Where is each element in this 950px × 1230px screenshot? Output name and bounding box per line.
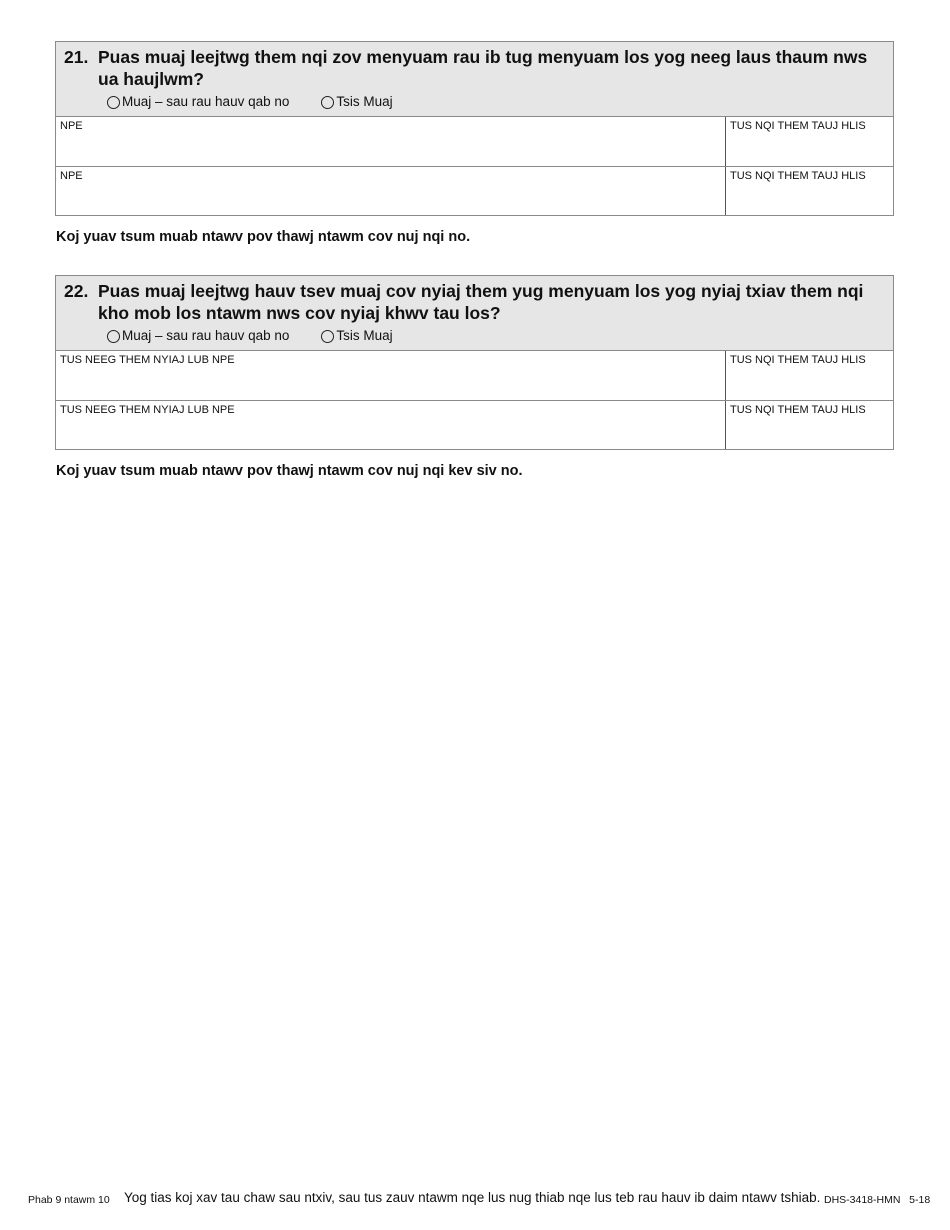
option-no[interactable] — [321, 327, 392, 345]
radio-icon[interactable] — [107, 330, 120, 343]
proof-note: Koj yuav tsum muab ntawv pov thawj ntawm cov nuj nqi no. — [56, 229, 471, 245]
option-label: Tsis Muaj — [336, 94, 393, 109]
radio-icon[interactable] — [321, 330, 334, 343]
entry-row — [56, 400, 893, 449]
radio-icon[interactable] — [321, 96, 334, 109]
option-yes[interactable] — [107, 93, 289, 111]
footer-instruction: Yog tias koj xav tau chaw sau ntxiv, sau tus zauv ntawm nqe lus nug thiab nqe lus teb rau hauv ib daim ntawv tshiab. — [124, 1190, 821, 1205]
monthly-amount-field[interactable]: TUS NQI THEM TAUJ HLIS — [730, 170, 866, 182]
entry-row — [56, 351, 893, 400]
question-header — [56, 42, 893, 117]
name-field[interactable]: NPE — [56, 117, 726, 166]
question-22 — [55, 275, 894, 450]
payer-name-field[interactable]: TUS NEEG THEM NYIAJ LUB NPE — [56, 351, 726, 400]
name-field[interactable]: NPE — [56, 167, 726, 215]
question-title — [64, 46, 883, 90]
page-number: Phab 9 ntawm 10 — [28, 1194, 110, 1206]
monthly-amount-field[interactable]: TUS NQI THEM TAUJ HLIS — [730, 120, 866, 132]
option-label: Tsis Muaj — [336, 328, 393, 343]
option-yes[interactable] — [107, 327, 289, 345]
payer-name-field[interactable]: TUS NEEG THEM NYIAJ LUB NPE — [56, 401, 726, 449]
option-label: Muaj – sau rau hauv qab no — [122, 94, 290, 109]
radio-icon[interactable] — [107, 96, 120, 109]
answer-options — [107, 93, 883, 111]
form-code: DHS-3418-HMN 5-18 — [824, 1194, 931, 1206]
question-21 — [55, 41, 894, 216]
question-header — [56, 276, 893, 351]
question-text: Puas muaj leejtwg them nqi zov menyuam rau ib tug menyuam los yog neeg laus thaum nws ua haujlwm? — [98, 47, 868, 89]
question-number: 21. — [64, 47, 89, 67]
option-no[interactable] — [321, 93, 392, 111]
option-label: Muaj – sau rau hauv qab no — [122, 328, 290, 343]
entry-row — [56, 117, 893, 166]
monthly-amount-field[interactable]: TUS NQI THEM TAUJ HLIS — [730, 404, 866, 416]
entry-row — [56, 166, 893, 215]
question-number: 22. — [64, 281, 89, 301]
question-title — [64, 280, 883, 324]
answer-options — [107, 327, 883, 345]
monthly-amount-field[interactable]: TUS NQI THEM TAUJ HLIS — [730, 354, 866, 366]
question-text: Puas muaj leejtwg hauv tsev muaj cov nyiaj them yug menyuam los yog nyiaj txiav them nqi kho mob los ntawm nws cov nyiaj khwv tau los? — [98, 281, 864, 323]
proof-note: Koj yuav tsum muab ntawv pov thawj ntawm cov nuj nqi kev siv no. — [56, 463, 523, 479]
